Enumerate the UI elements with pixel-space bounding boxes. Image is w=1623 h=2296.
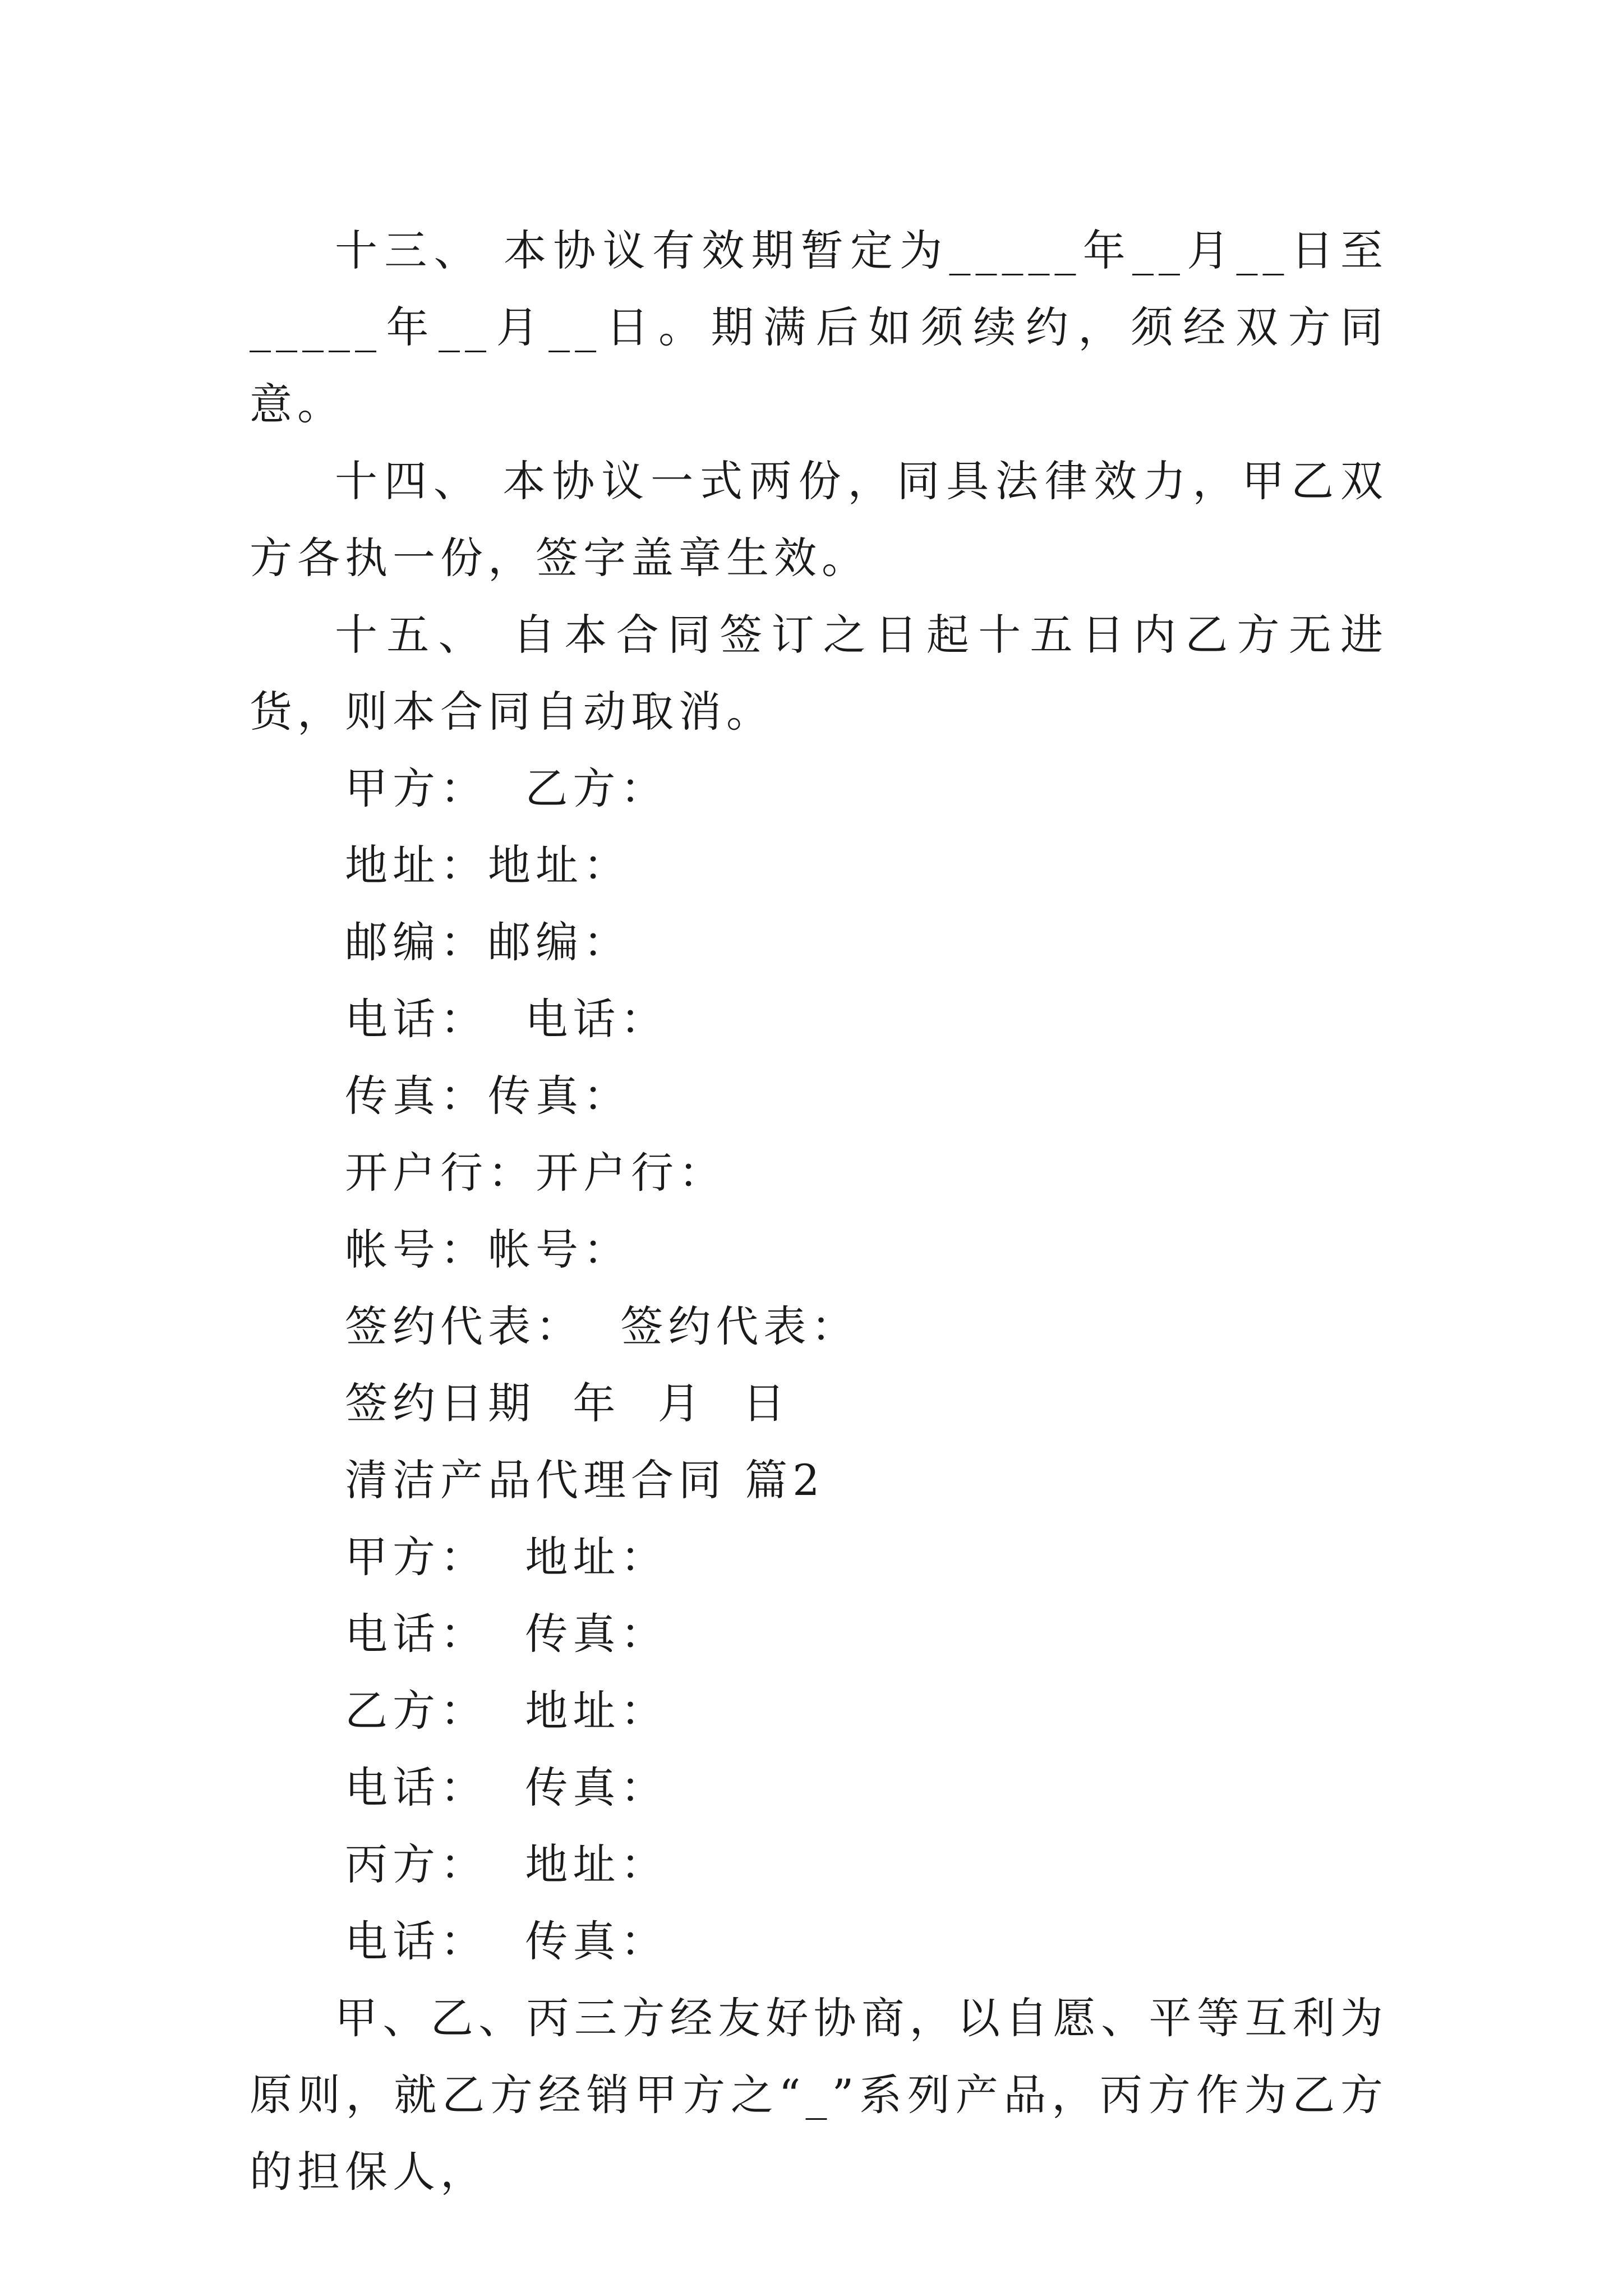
signature-representative-line: 签约代表： 签约代表： <box>345 1301 859 1351</box>
signature-date-line: 签约日期 年 月 日 <box>345 1378 790 1428</box>
party-a-line: 甲方： 地址： <box>345 1532 668 1582</box>
document-body <box>250 212 1388 2210</box>
party-c-line: 丙方： 地址： <box>345 1839 668 1889</box>
party-c-contact-line: 电话： 传真： <box>345 1916 668 1966</box>
clause-15: 十五、 自本合同签订之日起十五日内乙方无进货，则本合同自动取消。 <box>250 610 1388 737</box>
section-title: 清洁产品代理合同 篇2 <box>345 1455 825 1505</box>
party-b-line: 乙方： 地址： <box>345 1686 668 1736</box>
clause-13: 十三、 本协议有效期暂定为_____年__月__日至_____年__月__日。期满后如须续约，须经双方同意。 <box>250 226 1388 429</box>
signature-bank-line: 开户行：开户行： <box>345 1148 726 1198</box>
clause-14: 十四、 本协议一式两份，同具法律效力，甲乙双方各执一份，签字盖章生效。 <box>250 456 1388 583</box>
signature-account-line: 帐号：帐号： <box>345 1225 631 1274</box>
signature-postcode-line: 邮编：邮编： <box>345 917 631 967</box>
signature-phone-line: 电话： 电话： <box>345 994 668 1044</box>
signature-address-line: 地址：地址： <box>345 840 631 890</box>
signature-fax-line: 传真：传真： <box>345 1071 631 1121</box>
closing-paragraph: 甲、乙、丙三方经友好协商，以自愿、平等互利为原则，就乙方经销甲方之“_”系列产品，丙方作为乙方的担保人， <box>250 1993 1388 2197</box>
party-b-contact-line: 电话： 传真： <box>345 1763 668 1812</box>
party-a-contact-line: 电话： 传真： <box>345 1609 668 1659</box>
signature-party-line: 甲方： 乙方： <box>345 763 668 813</box>
